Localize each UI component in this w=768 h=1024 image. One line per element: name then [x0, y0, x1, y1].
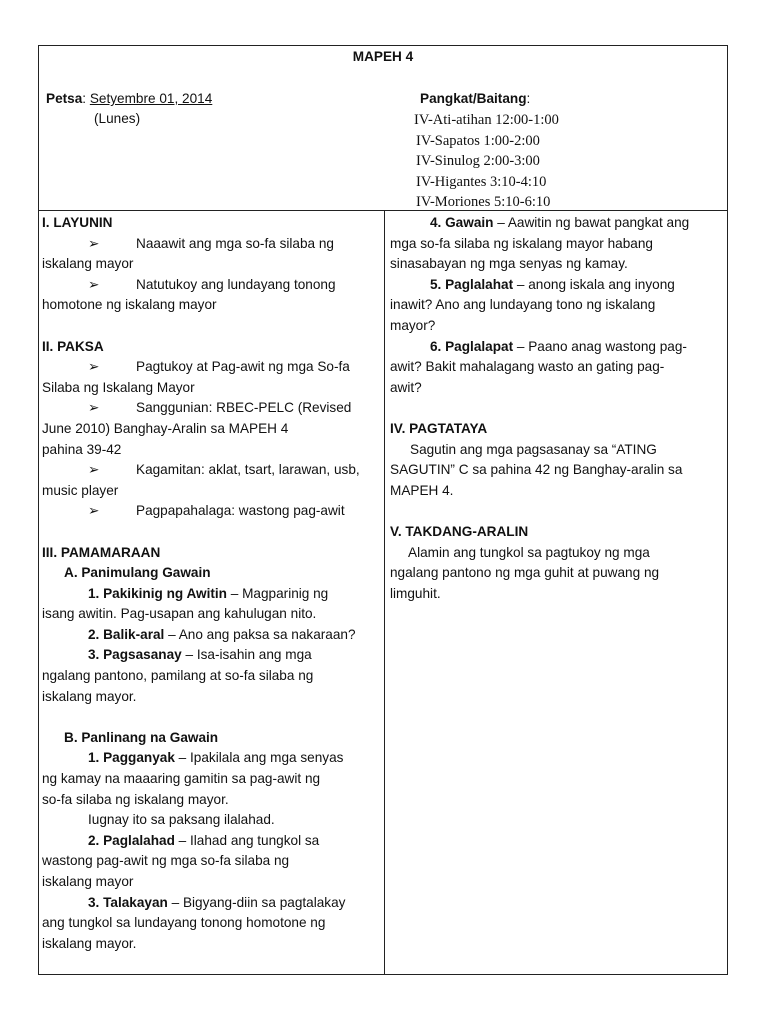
- section-heading-takdang-aralin: V. TAKDANG-ARALIN: [390, 523, 529, 539]
- text-line: ngalang pantono ng mga guhit at puwang ng: [390, 565, 660, 581]
- step-item: 2. Balik-aral – Ano ang paksa sa nakaraan?: [88, 626, 356, 642]
- schedule-item: IV-Sapatos 1:00-2:00: [416, 132, 540, 149]
- text-line: SAGUTIN” C sa pahina 42 ng Banghay-aralin sa: [390, 462, 683, 478]
- schedule-item: IV-Ati-atihan 12:00-1:00: [414, 112, 559, 128]
- bullet-item: ➢ Naaawit ang mga so-fa silaba ng: [42, 234, 380, 255]
- petsa-day: (Lunes): [94, 111, 141, 126]
- text-line: pahina 39-42: [42, 441, 122, 457]
- text-line: so-fa silaba ng iskalang mayor.: [42, 791, 229, 807]
- pangkat-label: Pangkat/Baitang: [420, 91, 527, 106]
- bullet-item: ➢ Pagtukoy at Pag-awit ng mga So-fa: [42, 357, 380, 378]
- step-item: 3. Pagsasanay – Isa-isahin ang mga: [88, 647, 312, 663]
- left-column: [42, 213, 380, 954]
- bullet-item: ➢ Sanggunian: RBEC-PELC (Revised: [42, 398, 380, 419]
- text-line: sinasabayan ng mga senyas ng kamay.: [390, 256, 628, 272]
- schedule-item: IV-Higantes 3:10-4:10: [416, 173, 547, 190]
- schedule-item: IV-Sinulog 2:00-3:00: [416, 153, 540, 169]
- petsa-label: Petsa: [46, 91, 83, 106]
- page-title: MAPEH 4: [352, 49, 414, 64]
- bullet-item: ➢ Natutukoy ang lundayang tonong: [42, 275, 380, 296]
- text-line: Sagutin ang mga pagsasanay sa “ATING: [410, 441, 657, 457]
- step-item: 1. Pagganyak – Ipakilala ang mga senyas: [88, 750, 344, 766]
- step-item: 6. Paglalapat – Paano anag wastong pag-: [430, 338, 687, 354]
- text-line: iskalang mayor: [42, 256, 134, 272]
- column-divider: [384, 210, 385, 975]
- petsa-date: Setyembre 01, 2014: [89, 91, 213, 106]
- arrow-bullet-icon: ➢: [88, 276, 100, 292]
- text-line: Silaba ng Iskalang Mayor: [42, 379, 195, 395]
- section-heading-paksa: II. PAKSA: [42, 338, 104, 354]
- text-line: Iugnay ito sa paksang ilalahad.: [88, 812, 275, 828]
- text-line: awit? Bakit mahalagang wasto an gating pag-: [390, 359, 665, 375]
- text-line: MAPEH 4.: [390, 482, 454, 498]
- step-item: 3. Talakayan – Bigyang-diin sa pagtalakay: [88, 894, 346, 910]
- text-line: ngalang pantono, pamilang at so-fa silaba ng: [42, 668, 314, 684]
- arrow-bullet-icon: ➢: [88, 503, 100, 519]
- text-line: inawit? Ano ang lundayang tono ng iskalang: [390, 297, 656, 313]
- section-heading-pagtataya: IV. PAGTATAYA: [390, 420, 488, 436]
- text-line: Alamin ang tungkol sa pagtukoy ng mga: [408, 544, 650, 560]
- text-line: awit?: [390, 379, 422, 395]
- right-column: [390, 213, 724, 604]
- section-heading-layunin: I. LAYUNIN: [42, 215, 113, 230]
- text-line: music player: [42, 482, 119, 498]
- text-line: ang tungkol sa lundayang tonong homotone ng: [42, 915, 326, 931]
- text-line: limguhit.: [390, 585, 441, 601]
- text-line: mga so-fa silaba ng iskalang mayor habang: [390, 235, 653, 251]
- text-line: iskalang mayor.: [42, 935, 137, 951]
- step-item: 4. Gawain – Aawitin ng bawat pangkat ang: [430, 215, 690, 230]
- step-item: 2. Paglalahad – Ilahad ang tungkol sa: [88, 832, 320, 848]
- schedule-item: IV-Moriones 5:10-6:10: [416, 194, 551, 210]
- section-heading-pamamaraan: III. PAMAMARAAN: [42, 544, 161, 560]
- pangkat-line: Pangkat/Baitang:: [420, 91, 531, 106]
- text-line: June 2010) Banghay-Aralin sa MAPEH 4: [42, 420, 289, 436]
- bullet-item: ➢ Kagamitan: aklat, tsart, larawan, usb,: [42, 460, 380, 481]
- step-item: 1. Pakikinig ng Awitin – Magparinig ng: [88, 585, 329, 601]
- arrow-bullet-icon: ➢: [88, 400, 100, 416]
- arrow-bullet-icon: ➢: [88, 462, 100, 478]
- subheading-panlinang-gawain: B. Panlinang na Gawain: [64, 729, 219, 745]
- arrow-bullet-icon: ➢: [88, 359, 100, 375]
- text-line: iskalang mayor.: [42, 688, 137, 704]
- text-line: isang awitin. Pag-usapan ang kahulugan nito.: [42, 606, 317, 622]
- subheading-panimulang-gawain: A. Panimulang Gawain: [64, 565, 211, 581]
- bullet-item: ➢ Pagpapahalaga: wastong pag-awit: [42, 501, 380, 522]
- text-line: homotone ng iskalang mayor: [42, 297, 217, 313]
- step-item: 5. Paglalahat – anong iskala ang inyong: [430, 276, 675, 292]
- schedule-list: [414, 110, 559, 213]
- text-line: mayor?: [390, 317, 436, 333]
- text-line: wastong pag-awit ng mga so-fa silaba ng: [42, 853, 290, 869]
- arrow-bullet-icon: ➢: [88, 235, 100, 251]
- text-line: iskalang mayor: [42, 874, 134, 889]
- header-divider: [38, 210, 728, 211]
- text-line: ng kamay na maaaring gamitin sa pag-awit ng: [42, 771, 321, 787]
- petsa-line: Petsa: Setyembre 01, 2014: [46, 91, 213, 106]
